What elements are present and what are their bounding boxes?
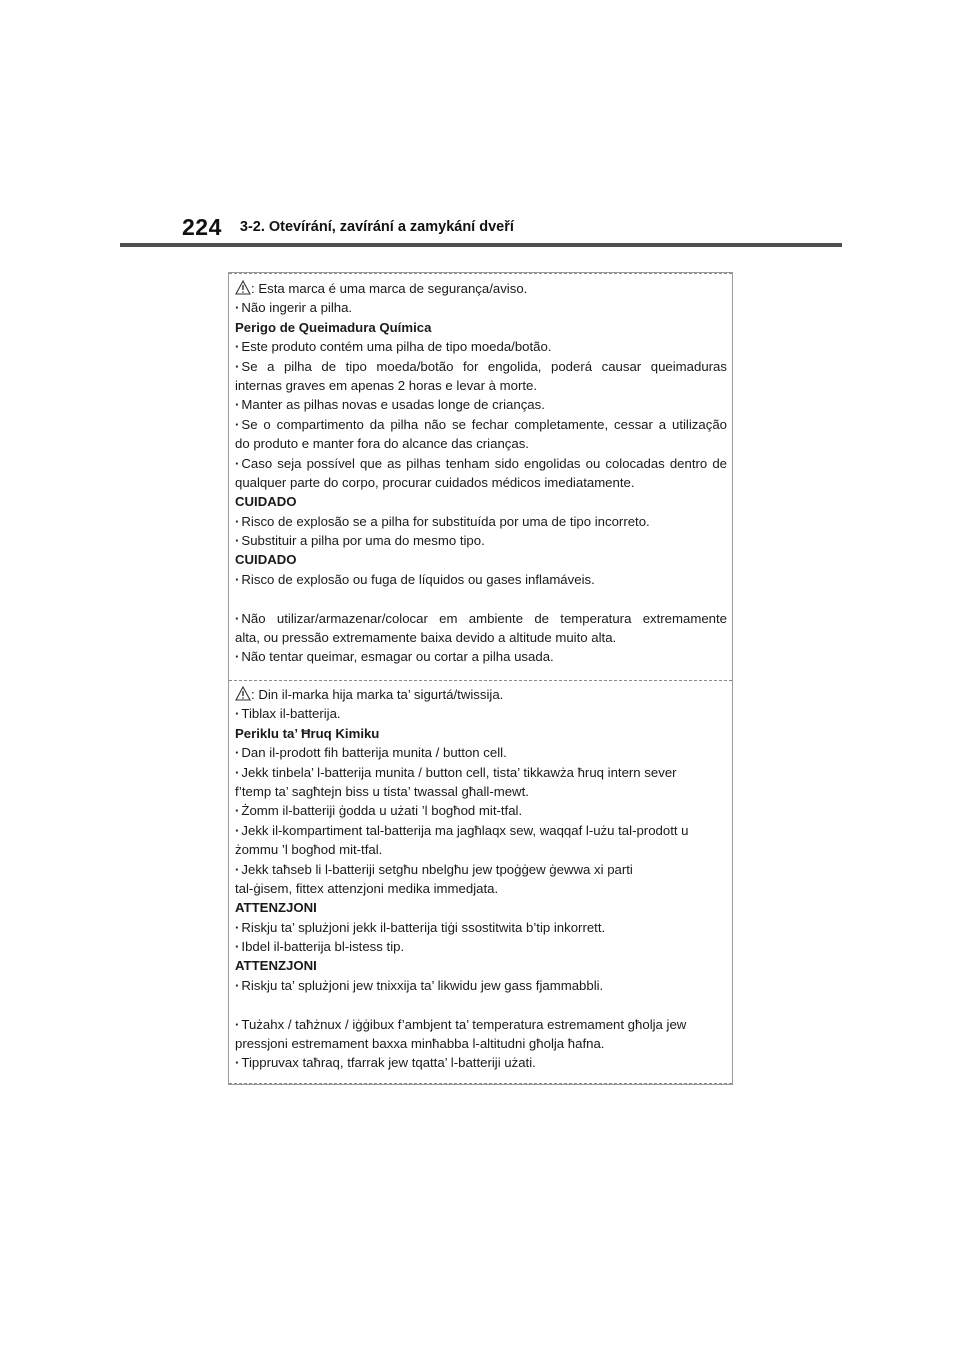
list-item: · Caso seja possível que as pilhas tenham sido engolidas ou colocadas dentro de xyxy=(235,454,727,473)
spacer xyxy=(235,589,727,608)
warning-symbol-line xyxy=(235,279,727,298)
list-item: · Tużahx / taħżnux / iġġibux f’ambjent ta’ temperatura estremament għolja jew xyxy=(235,1015,727,1034)
list-item: · Se a pilha de tipo moeda/botão for engolida, poderá causar queimaduras xyxy=(235,357,727,376)
list-item-continuation: żommu ’l bogħod mit-tfal. xyxy=(235,842,383,858)
list-item: · Tippruvax taħraq, tfarrak jew tqatta’ l-batteriji użati. xyxy=(235,1053,727,1072)
page-number: 224 xyxy=(182,213,222,240)
list-item: · Não tentar queimar, esmagar ou cortar a pilha usada. xyxy=(235,647,727,666)
list-item: · Se o compartimento da pilha não se fechar completamente, cessar a utilização xyxy=(235,415,727,434)
list-item-continuation: tal-ġisem, fittex attenzjoni medika immedjata. xyxy=(235,880,499,896)
section-title: 3-2. Otevírání, zavírání a zamykání dveří xyxy=(239,219,514,235)
page-header xyxy=(182,212,514,242)
language-divider xyxy=(229,680,732,681)
list-item-continuation: internas graves em apenas 2 horas e levar à morte. xyxy=(235,377,538,393)
heading: CUIDADO xyxy=(235,552,297,568)
heading: Perigo de Queimadura Química xyxy=(235,319,432,335)
list-item: · Risco de explosão ou fuga de líquidos ou gases inflamáveis. xyxy=(235,570,727,589)
list-item: · Jekk il-kompartiment tal-batterija ma jagħlaqx sew, waqqaf l-użu tal-prodott u xyxy=(235,821,727,840)
list-item: · Żomm il-batteriji ġodda u użati ’l bogħod mit-tfal. xyxy=(235,801,727,820)
warning-triangle-icon xyxy=(235,686,251,701)
list-item: · Jekk tinbela’ l-batterija munita / button cell, tista’ tikkawża ħruq intern sever xyxy=(235,763,727,782)
list-item-continuation: do produto e manter fora do alcance das crianças. xyxy=(235,436,529,452)
list-item: · Manter as pilhas novas e usadas longe de crianças. xyxy=(235,395,727,414)
list-item-continuation: pressjoni estremament baxxa minħabba l-altitudni għolja ħafna. xyxy=(235,1036,605,1052)
list-item: · Dan il-prodott fih batterija munita / button cell. xyxy=(235,743,727,762)
list-item: · Jekk taħseb li l-batteriji setgħu nbelgħu jew tpoġġew ġewwa xi parti xyxy=(235,860,727,879)
warning-symbol-text: : Esta marca é uma marca de segurança/aviso. xyxy=(251,281,528,296)
list-item-continuation: qualquer parte do corpo, procurar cuidados médicos imediatamente. xyxy=(235,474,635,490)
list-item: · Tiblax il-batterija. xyxy=(235,704,727,723)
list-item: · Não utilizar/armazenar/colocar em ambiente de temperatura extremamente xyxy=(235,609,727,628)
warning-symbol-text: : Din il-marka hija marka ta’ sigurtá/twissija. xyxy=(251,687,504,702)
battery-warning-box xyxy=(228,272,733,1085)
header-rule xyxy=(120,243,842,247)
warning-triangle-icon xyxy=(235,280,251,295)
list-item: · Ibdel il-batterija bl-istess tip. xyxy=(235,937,727,956)
list-item: · Substituir a pilha por uma do mesmo tipo. xyxy=(235,531,727,550)
list-item: · Riskju ta’ splużjoni jekk il-batterija tiġi ssostitwita b’tip inkorrett. xyxy=(235,918,727,937)
warning-symbol-line xyxy=(235,685,727,704)
heading: CUIDADO xyxy=(235,494,297,510)
list-item-continuation: alta, ou pressão extremamente baixa devido a altitude muito alta. xyxy=(235,630,617,646)
spacer xyxy=(235,995,727,1014)
bottom-divider xyxy=(229,1083,732,1084)
heading: ATTENZJONI xyxy=(235,900,317,916)
portuguese-warning-section xyxy=(235,279,727,667)
heading: Periklu ta’ Ħruq Kimiku xyxy=(235,725,380,741)
list-item: · Riskju ta’ splużjoni jew tnixxija ta’ likwidu jew gass fjammabbli. xyxy=(235,976,727,995)
list-item-continuation: f’temp ta’ sagħtejn biss u tista’ twassal għall-mewt. xyxy=(235,783,529,799)
list-item: · Este produto contém uma pilha de tipo moeda/botão. xyxy=(235,337,727,356)
list-item: · Não ingerir a pilha. xyxy=(235,298,727,317)
maltese-warning-section xyxy=(235,685,727,1073)
top-divider xyxy=(229,273,732,274)
list-item: · Risco de explosão se a pilha for substituída por uma de tipo incorreto. xyxy=(235,512,727,531)
heading: ATTENZJONI xyxy=(235,958,317,974)
